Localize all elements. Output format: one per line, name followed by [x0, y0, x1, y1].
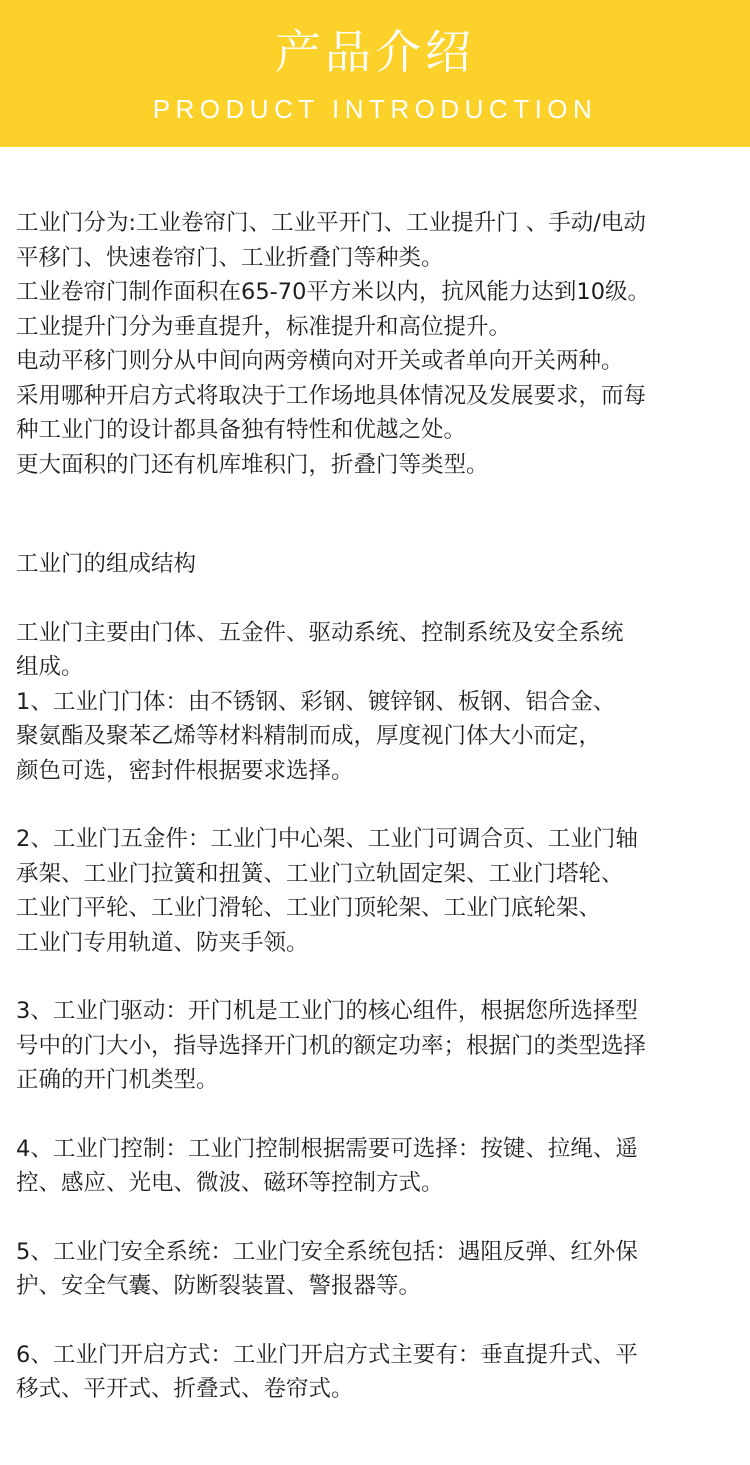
text-line: 工业门主要由门体、五金件、驱动系统、控制系统及安全系统 [16, 619, 624, 646]
text-line: 4、工业门控制：工业门控制根据需要可选择：按键、拉绳、遥 [16, 1135, 638, 1162]
section-safety [16, 1235, 736, 1304]
section-door-body [16, 685, 736, 789]
text-line: 工业门平轮、工业门滑轮、工业门顶轮架、工业门底轮架、 [16, 895, 602, 921]
structure-intro-paragraph [16, 616, 736, 685]
text-line: 工业门专用轨道、防夹手领。 [16, 929, 309, 956]
text-line: 组成。 [16, 654, 84, 680]
text-line: 号中的门大小，指导选择开门机的额定功率；根据门的类型选择 [16, 1032, 647, 1059]
text-line: 工业卷帘门制作面积在65-70平方米以内，抗风能力达到10级。 [16, 279, 651, 305]
spacer [16, 960, 736, 994]
section-opening-methods [16, 1338, 736, 1407]
text-line: 正确的开门机类型。 [16, 1067, 219, 1093]
text-line: 工业门分为:工业卷帘门、工业平开门、工业提升门 、手动/电动 [16, 210, 646, 236]
text-line: 5、工业门安全系统：工业门安全系统包括：遇阻反弹、红外保 [16, 1238, 638, 1265]
text-line: 工业提升门分为垂直提升，标准提升和高位提升。 [16, 313, 512, 340]
intro-paragraph [16, 206, 736, 482]
header-banner [0, 0, 750, 147]
text-line: 6、工业门开启方式：工业门开启方式主要有：垂直提升式、平 [16, 1341, 638, 1368]
text-line: 护、安全气囊、防断裂装置、警报器等。 [16, 1273, 422, 1299]
spacer [16, 1098, 736, 1132]
section-hardware [16, 822, 736, 960]
article-body [16, 206, 736, 1407]
section-heading: 工业门的组成结构 [16, 551, 197, 577]
spacer [16, 482, 736, 547]
text-line: 平移门、快速卷帘门、工业折叠门等种类。 [16, 244, 444, 271]
spacer [16, 1304, 736, 1338]
text-line: 种工业门的设计都具备独有特性和优越之处。 [16, 417, 467, 443]
spacer [16, 1201, 736, 1235]
page-title: 产品介绍 [275, 25, 475, 79]
page-subtitle: PRODUCT INTRODUCTION [152, 94, 598, 124]
text-line: 2、工业门五金件：工业门中心架、工业门可调合页、工业门轴 [16, 826, 638, 852]
text-line: 控、感应、光电、微波、磁环等控制方式。 [16, 1170, 444, 1196]
text-line: 电动平移门则分从中间向两旁横向对开关或者单向开关两种。 [16, 348, 624, 374]
text-line: 3、工业门驱动：开门机是工业门的核心组件，根据您所选择型 [16, 998, 638, 1024]
section-drive [16, 994, 736, 1098]
text-line: 更大面积的门还有机库堆积门，折叠门等类型。 [16, 451, 489, 478]
text-line: 采用哪种开启方式将取决于工作场地具体情况及发展要求，而每 [16, 382, 647, 409]
text-line: 颜色可选，密封件根据要求选择。 [16, 757, 354, 784]
text-line: 聚氨酯及聚苯乙烯等材料精制而成，厚度视门体大小而定， [16, 723, 602, 749]
spacer [16, 788, 736, 822]
section-control [16, 1132, 736, 1201]
text-line: 承架、工业门拉簧和扭簧、工业门立轨固定架、工业门塔轮、 [16, 860, 624, 887]
text-line: 移式、平开式、折叠式、卷帘式。 [16, 1376, 354, 1402]
text-line: 1、工业门门体：由不锈钢、彩钢、镀锌钢、板钢、铝合金、 [16, 688, 616, 715]
spacer [16, 582, 736, 616]
